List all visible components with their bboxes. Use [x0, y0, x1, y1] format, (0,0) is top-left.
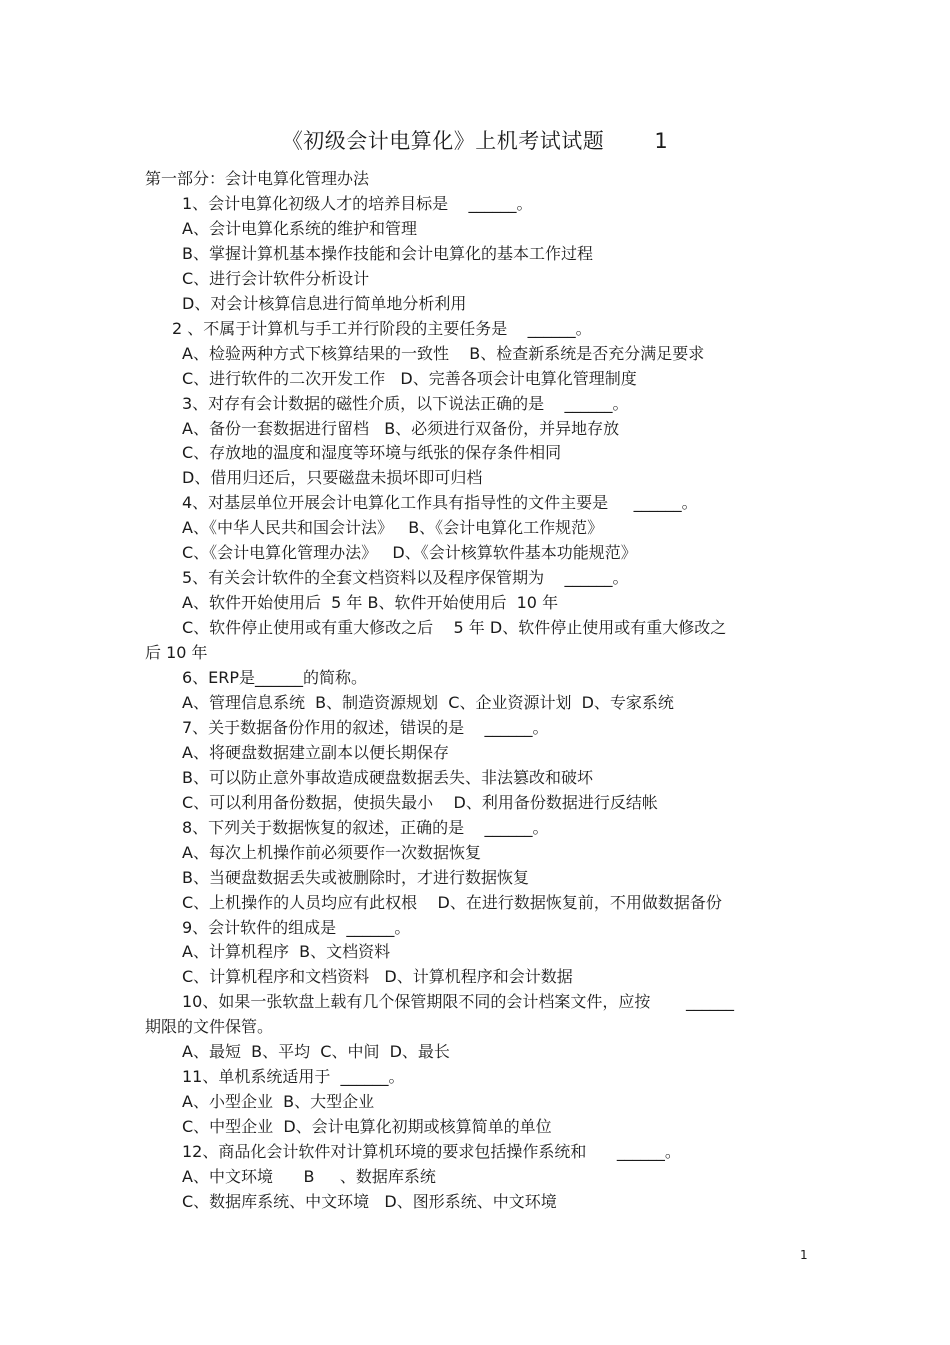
line-q3-c: C、存放地的温度和湿度等环境与纸张的保存条件相同: [182, 443, 562, 463]
line-q9-cd: C、计算机程序和文档资料 D、计算机程序和会计数据: [182, 967, 573, 987]
line-q5-ab: A、软件开始使用后 5 年 B、软件开始使用后 10 年: [182, 593, 559, 613]
line-q2-cd: C、进行软件的二次开发工作 D、完善各项会计电算化管理制度: [182, 368, 637, 388]
line-q11-cd: C、中型企业 D、会计电算化初期或核算简单的单位: [182, 1117, 552, 1137]
line-q1-d: D、对会计核算信息进行简单地分析利用: [182, 293, 467, 313]
line-q10-options: A、最短 B、平均 C、中间 D、最长: [182, 1042, 450, 1062]
line-q1-a: A、会计电算化系统的维护和管理: [182, 218, 417, 238]
title-text: 《初级会计电算化》上机考试试题: [281, 129, 605, 153]
line-q9: 9、会计软件的组成是 ______。: [182, 917, 411, 937]
line-q5-cd: C、软件停止使用或有重大修改之后 5 年 D、软件停止使用或有重大修改之: [182, 618, 727, 638]
line-q4: 4、对基层单位开展会计电算化工作具有指导性的文件主要是 ______。: [182, 493, 698, 513]
line-section-heading: 第一部分：会计电算化管理办法: [145, 169, 370, 188]
page-number: 1: [800, 1248, 808, 1262]
line-q1-b: B、掌握计算机基本操作技能和会计电算化的基本工作过程: [182, 243, 593, 263]
line-q1: 1、会计电算化初级人才的培养目标是 ______。: [182, 193, 533, 213]
document-title: [0, 124, 950, 158]
line-q3: 3、对存有会计数据的磁性介质，以下说法正确的是 ______。: [182, 393, 629, 413]
line-q7-a: A、将硬盘数据建立副本以便长期保存: [182, 742, 449, 762]
line-q12-ab: A、中文环境 B 、数据库系统: [182, 1167, 436, 1186]
line-q6: 6、ERP是______的简称。: [182, 668, 368, 687]
title-number: 1: [654, 129, 669, 153]
line-q9-ab: A、计算机程序 B、文档资料: [182, 942, 391, 962]
line-q3-d: D、借用归还后，只要磁盘未损坏即可归档: [182, 468, 483, 488]
line-q2: 2 、不属于计算机与手工并行阶段的主要任务是 ______。: [172, 318, 592, 338]
line-q11: 11、单机系统适用于 ______。: [182, 1067, 405, 1087]
line-q12-cd: C、数据库系统、中文环境 D、图形系统、中文环境: [182, 1191, 557, 1211]
line-q2-ab: A、检验两种方式下核算结果的一致性 B、检查新系统是否充分满足要求: [182, 343, 705, 363]
line-q7-cd: C、可以利用备份数据，使损失最小 D、利用备份数据进行反结帐: [182, 792, 658, 812]
line-q12: 12、商品化会计软件对计算机环境的要求包括操作系统和 ______。: [182, 1142, 681, 1162]
line-q10: 10、如果一张软盘上载有几个保管期限不同的会计档案文件，应按 ______: [182, 992, 734, 1012]
line-q10-cont: 期限的文件保管。: [145, 1017, 274, 1037]
line-q8-b: B、当硬盘数据丢失或被删除时，才进行数据恢复: [182, 867, 529, 887]
line-q8: 8、下列关于数据恢复的叙述，正确的是 ______。: [182, 817, 549, 837]
line-q5-cd-cont: 后 10 年: [145, 643, 208, 663]
line-q6-options: A、管理信息系统 B、制造资源规划 C、企业资源计划 D、专家系统: [182, 692, 674, 712]
line-q4-ab: A、《中华人民共和国会计法》 B、《会计电算化工作规范》: [182, 518, 604, 538]
line-q3-ab: A、备份一套数据进行留档 B、必须进行双备份，并异地存放: [182, 418, 620, 438]
line-q7: 7、关于数据备份作用的叙述，错误的是 ______。: [182, 717, 549, 737]
line-q5: 5、有关会计软件的全套文档资料以及程序保管期为 ______。: [182, 568, 629, 588]
line-q7-b: B、可以防止意外事故造成硬盘数据丢失、非法篡改和破坏: [182, 767, 593, 787]
line-q8-a: A、每次上机操作前必须要作一次数据恢复: [182, 842, 481, 862]
line-q11-ab: A、小型企业 B、大型企业: [182, 1092, 375, 1112]
line-q4-cd: C、《会计电算化管理办法》 D、《会计核算软件基本功能规范》: [182, 543, 637, 563]
line-q1-c: C、进行会计软件分析设计: [182, 268, 370, 288]
line-q8-cd: C、上机操作的人员均应有此权根 D、在进行数据恢复前，不用做数据备份: [182, 892, 722, 912]
